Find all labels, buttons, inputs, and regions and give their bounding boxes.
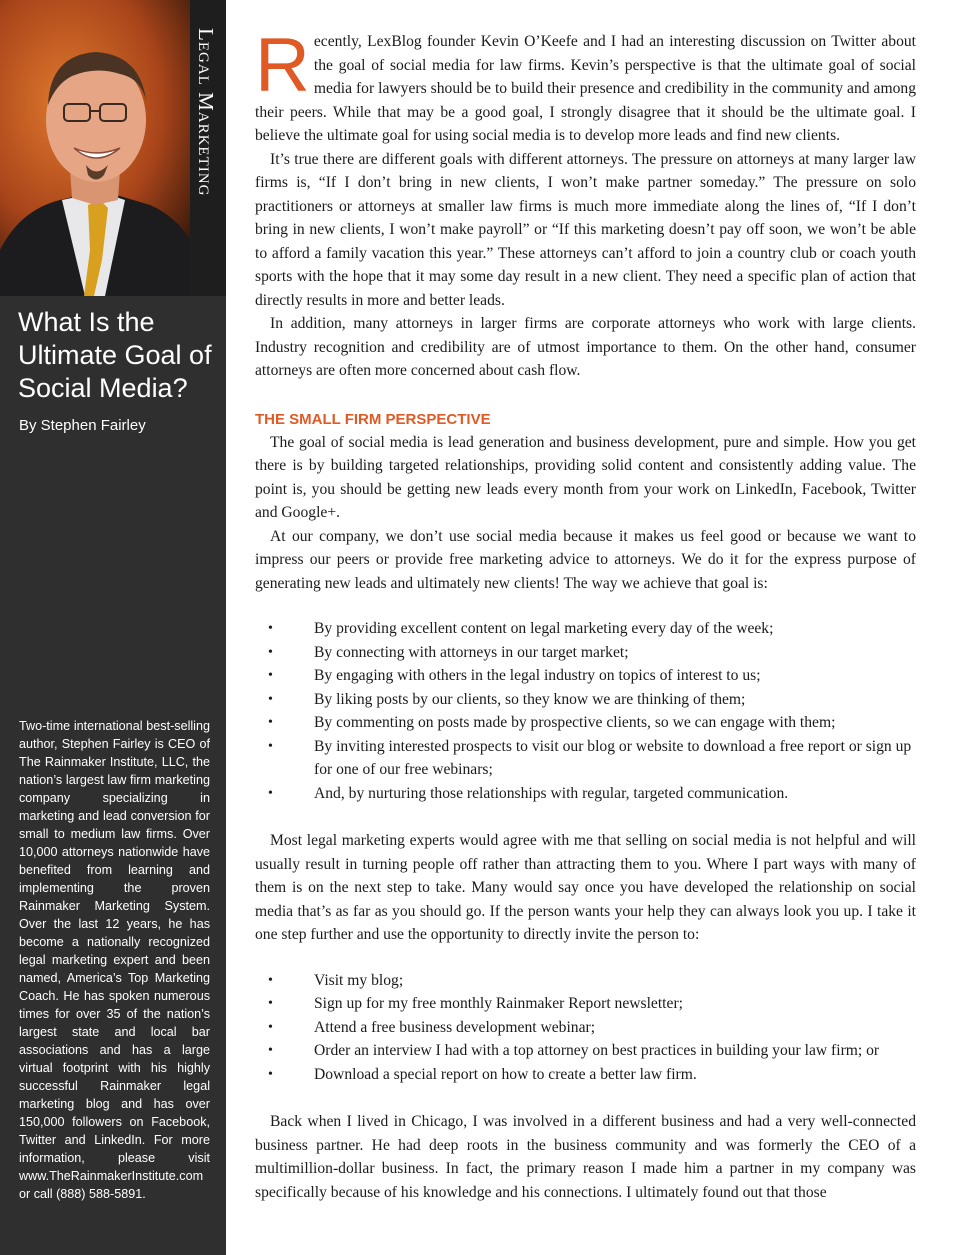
paragraph-4: The goal of social media is lead generation and business development, pure and simple. How you get there is by building targeted relationships, providing solid content and consistently adding value. The point is, you should be getting new leads every month from your work on LinkedIn, Facebook, Twitter and Google+. bbox=[255, 433, 916, 521]
list-item: • Attend a free business development webinar; bbox=[255, 1016, 916, 1040]
list-item: • By commenting on posts made by prospective clients, so we can engage with them; bbox=[255, 711, 916, 735]
list-item: • By providing excellent content on legal marketing every day of the week; bbox=[255, 617, 916, 641]
article-headline: What Is the Ultimate Goal of Social Media? bbox=[18, 307, 212, 403]
list-item: • By connecting with attorneys in our target market; bbox=[255, 641, 916, 665]
paragraph-5: At our company, we don’t use social media because it makes us feel good or because we want to impress our peers or provide free marketing advice to attorneys. We do it for the express purpose of generating new leads and ultimately new clients! The way we achieve that goal is: bbox=[255, 527, 916, 592]
list-item: • By liking posts by our clients, so they know we are thinking of them; bbox=[255, 688, 916, 712]
paragraph-1 bbox=[255, 23, 916, 148]
paragraph-3: In addition, many attorneys in larger firms are corporate attorneys who work with large clients. Industry recognition and credibility are of utmost importance to them. On the other hand, consumer attorneys are often more concerned about cash flow. bbox=[255, 315, 916, 379]
list-item: • And, by nurturing those relationships with regular, targeted communication. bbox=[255, 782, 916, 806]
subhead-small-firm: THE SMALL FIRM PERSPECTIVE bbox=[255, 410, 491, 428]
paragraph-2: It’s true there are different goals with different attorneys. The pressure on attorneys at many larger law firms is, “If I don’t bring in new clients, I won’t make partner someday.” The pressure on solo practitioners or attorneys at smaller law firms is much more immediate along the lines of, “If I don’t bring in new clients, I won’t make payroll” or “If this marketing doesn’t pay off soon, we won’t be able to afford a family vacation this year.” These attorneys can’t afford to join a country club or coach youth sports with the hope that it may some day result in a new client. They need a specific plan of action that directly results in more and better leads. bbox=[255, 150, 916, 309]
bullet-list-1 bbox=[255, 617, 916, 805]
paragraph-1-text: ecently, LexBlog founder Kevin O’Keefe and I had an interesting discussion on Twitter about the goal of social media for law firms. Kevin’s perspective is that the ultimate goal of social media for lawyers should be to build their presence and credibility in the community and among their peers. While that may be a good goal, I strongly disagree that it should be the ultimate goal. I believe the ultimate goal for using social media is to develop more leads and find new clients. bbox=[255, 33, 916, 144]
sidebar bbox=[0, 0, 226, 1255]
list-item: • By inviting interested prospects to visit our blog or website to download a free report or sign up for one of our free webinars; bbox=[255, 735, 916, 782]
article-body bbox=[255, 23, 916, 1204]
byline: By Stephen Fairley bbox=[19, 417, 146, 434]
drop-cap: R bbox=[255, 23, 310, 108]
bullet-list-2 bbox=[255, 969, 916, 1087]
list-item: • Download a special report on how to create a better law firm. bbox=[255, 1063, 916, 1087]
list-item: • By engaging with others in the legal industry on topics of interest to us; bbox=[255, 664, 916, 688]
section-label: Legal Marketing bbox=[194, 28, 218, 197]
list-item: • Visit my blog; bbox=[255, 969, 916, 993]
list-item: • Order an interview I had with a top attorney on best practices in building your law firm; or bbox=[255, 1039, 916, 1063]
paragraph-6: Most legal marketing experts would agree with me that selling on social media is not helpful and will usually result in turning people off rather than attracting them to you. Where I part ways with many of them is on the next step to take. Many would say once you have developed the relationship on social media that’s as far as you should go. If the person wants your help they can always look you up. I take it one step further and use the opportunity to directly invite the person to: bbox=[255, 832, 916, 943]
list-item: • Sign up for my free monthly Rainmaker Report newsletter; bbox=[255, 992, 916, 1016]
author-bio: Two-time international best-selling author, Stephen Fairley is CEO of The Rainmaker Institute, LLC, the nation’s largest law firm marketing company specializing in marketing and lead conversion for small to medium law firms. Over 10,000 attorneys nationwide have benefited from learning and implementing the proven Rainmaker Marketing System. Over the last 12 years, he has become a nationally recognized legal marketing expert and been named, America’s Top Marketing Coach. He has spoken numerous times for over 35 of the nation’s largest state and local bar associations and has a large virtual footprint with his highly successful Rainmaker legal marketing blog and has over 150,000 followers on Facebook, Twitter and LinkedIn. For more information, please visit www.TheRainmakerInstitute.com or call (888) 588-5891. bbox=[19, 719, 210, 1201]
paragraph-7: Back when I lived in Chicago, I was involved in a different business and had a very well-connected business partner. He had deep roots in the business community and was formerly the CEO of a multimillion-dollar business. In fact, the primary reason I made him a partner in my company was specifically because of his knowledge and his connections. I ultimately found out that those bbox=[255, 1113, 916, 1201]
